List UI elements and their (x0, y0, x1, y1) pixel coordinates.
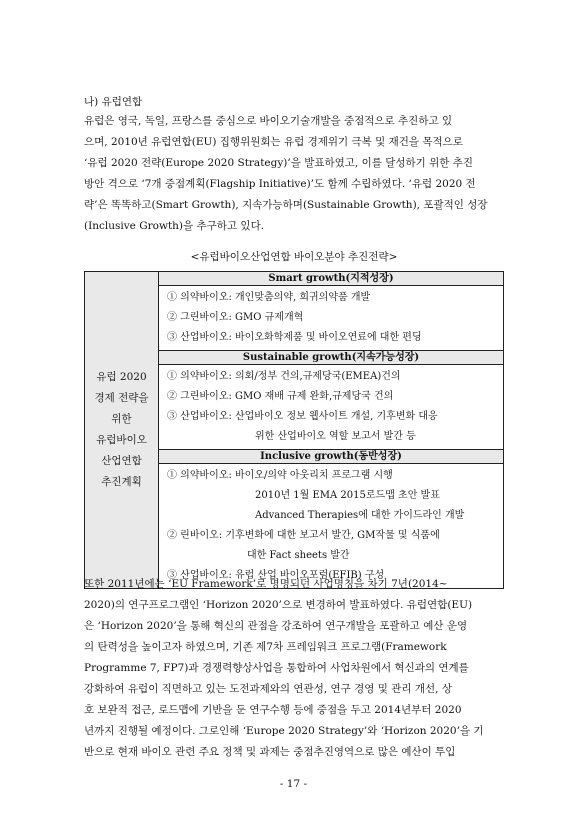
section-title-smart-growth: Smart growth(지적성장) (159, 272, 504, 286)
paragraph-line: ‘유럽 2020 전략(Europe 2020 Strategy)’을 발표하였고, 이를 달성하기 위한 추진 (84, 157, 474, 169)
strategy-item-continuation: 대한 Fact sheets 발간 (247, 550, 350, 561)
table-caption: <유럽바이오산업연합 바이오분야 추진전략> (190, 251, 398, 263)
section-title-inclusive-growth: Inclusive growth(동반성장) (159, 450, 504, 464)
page-number: - 17 - (279, 778, 308, 790)
section-title-sustainable-growth: Sustainable growth(지속가능성장) (159, 351, 504, 365)
paragraph-line: 년까지 진행될 예정이다. 그로인해 ‘Europe 2020 Strategy’와 ‘Horizon 2020’을 기 (84, 725, 484, 737)
strategy-item: ③ 산업바이오: 바이오화학제품 및 바이오연료에 대한 편딩 (167, 332, 422, 343)
row-header-line: 위한 (111, 413, 132, 425)
section-items-inclusive-growth (159, 464, 504, 589)
paragraph-line: 유럽은 영국, 독일, 프랑스를 중심으로 바이오기술개발을 중점적으로 추진하고 있 (84, 115, 453, 127)
paragraph-line: 호 보완적 접근, 로드맵에 기반을 둔 연구수행 등에 중점을 두고 2014년부터 2020 (84, 704, 462, 716)
section-items-smart-growth (159, 286, 504, 351)
section-items-sustainable-growth (159, 365, 504, 450)
strategy-item: ② 그린바이오: GMO 재배 규제 완화,규제당국 건의 (167, 391, 394, 402)
paragraph-line: 의 탄력성을 높이고자 하였으며, 기존 제7차 프레임워크 프로그램(Framework (84, 641, 447, 653)
strategy-item: ③ 산업바이오: 유럽 산업 바이오포럼(EFIB) 구성 (167, 570, 385, 581)
paragraph-line: 반으로 현재 바이오 관련 주요 정책 및 과제는 중점추진영역으로 많은 예산이 투입 (84, 746, 456, 758)
paragraph-line: 또한 2011년에는 ‘EU Framework’로 명명되던 사업명칭을 차기 7년(2014~ (84, 578, 448, 590)
strategy-item-continuation: 2010년 1월 EMA 2015로드맵 초안 발표 (255, 490, 440, 501)
intro-paragraph (84, 111, 504, 237)
strategy-item: ② 그린바이오: GMO 규제개혁 (167, 312, 304, 323)
paragraph-line: Programme 7, FP7)과 경쟁력향상사업을 통합하여 사업차원에서 혁신과의 연계를 (84, 662, 469, 674)
paragraph-line: 방안 격으로 ‘7개 중점계획(Flagship Initiative)’도 함께 수립하였다. ‘유럽 2020 전 (84, 178, 476, 190)
strategy-table (84, 271, 504, 589)
row-header-line: 추진계획 (101, 476, 142, 488)
strategy-item: ② 린바이오: 기후변화에 대한 보고서 발간, GM작물 및 식품에 (167, 530, 440, 541)
strategy-item-continuation: 위한 산업바이오 역할 보고서 발간 등 (255, 431, 416, 442)
strategy-item: ① 의약바이오: 바이오/의약 아웃리치 프로그램 시행 (167, 470, 393, 481)
row-header-line: 산업연합 (101, 455, 142, 467)
strategy-item: ③ 산업바이오: 산업바이오 정보 웹사이트 개설, 기후변화 대응 (167, 411, 438, 422)
horizon-paragraph (84, 574, 504, 763)
row-header-line: 유럽 2020 (96, 371, 147, 383)
row-header-line: 유럽바이오 (96, 434, 147, 446)
strategy-item-continuation: Advanced Therapies에 대한 가이드라인 개발 (255, 510, 465, 521)
strategy-item: ① 의약바이오: 개인맞춤의약, 희귀의약품 개발 (167, 292, 371, 303)
paragraph-line: 략’은 똑똑하고(Smart Growth), 지속가능하며(Sustainable Growth), 포괄적인 성장 (84, 199, 488, 211)
section-heading: 나) 유럽연합 (84, 96, 143, 108)
paragraph-line: 은 ‘Horizon 2020’을 통해 혁신의 관점을 강조하여 연구개발을 포괄하고 예산 운영 (84, 620, 468, 632)
table-row-header (85, 272, 159, 589)
paragraph-line: (Inclusive Growth)을 추구하고 있다. (84, 220, 265, 232)
strategy-item: ① 의약바이오: 의회/정부 건의,규제당국(EMEA)건의 (167, 371, 401, 382)
paragraph-line: 2020)의 연구프로그램인 ‘Horizon 2020’으로 변경하여 발표하였다. 유럽연합(EU) (84, 599, 473, 611)
paragraph-line: 으며, 2010년 유럽연합(EU) 집행위원회는 유럽 경제위기 극복 및 재건을 목적으로 (84, 136, 463, 148)
paragraph-line: 강화하여 유럽이 직면하고 있는 도전과제와의 연관성, 연구 경영 및 관리 개선, 상 (84, 683, 452, 695)
row-header-line: 경제 전략을 (94, 392, 149, 404)
